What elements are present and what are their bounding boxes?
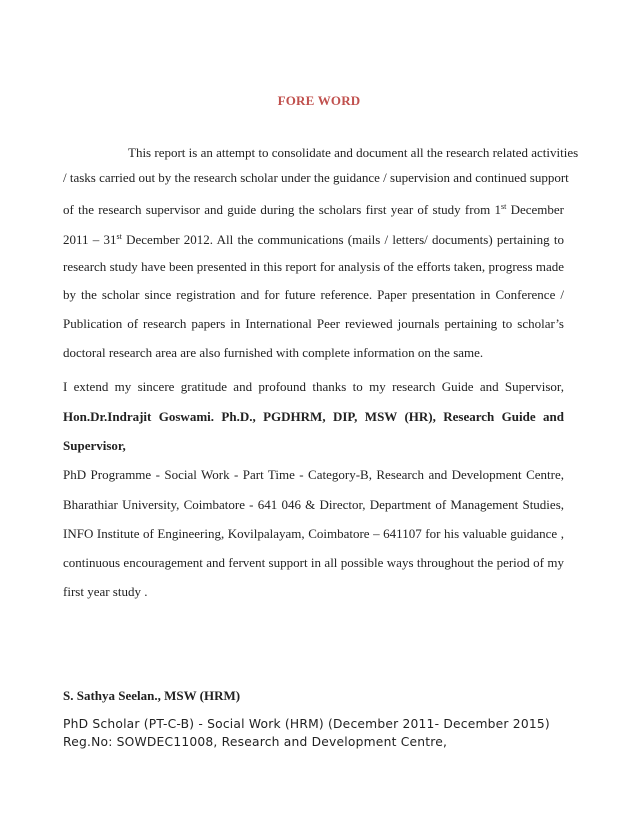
superscript: st <box>500 202 507 211</box>
paragraph-1-line-8: doctoral research area are also furnished with complete information on the same. <box>63 345 484 360</box>
signature-line-3: Reg.No: SOWDEC11008, Research and Development Centre, <box>63 735 448 749</box>
paragraph-1-line-7: Publication of research papers in International Peer reviewed journals pertaining to scholar’s <box>63 316 564 331</box>
guide-title-line: Supervisor, <box>63 438 126 453</box>
paragraph-2-line-4: PhD Programme - Social Work - Part Time - Category-B, Research and Development Centre, <box>63 467 564 482</box>
paragraph-2-line-1: I extend my sincere gratitude and profound thanks to my research Guide and Supervisor, <box>63 379 564 394</box>
paragraph-1-line-4: 2011 – 31st December 2012. All the communications (mails / letters/ documents) pertaining to <box>63 232 564 247</box>
paragraph-1-line-5: research study have been presented in this report for analysis of the efforts taken, progress made <box>63 259 564 274</box>
paragraph-2-line-8: first year study . <box>63 584 148 599</box>
guide-name-line: Hon.Dr.Indrajit Goswami. Ph.D., PGDHRM, DIP, MSW (HR), Research Guide and <box>63 409 564 424</box>
superscript: st <box>116 232 122 241</box>
paragraph-1-line-6: by the scholar since registration and for future reference. Paper presentation in Conference / <box>63 287 564 302</box>
paragraph-1-line-1: This report is an attempt to consolidate and document all the research related activities <box>128 145 579 160</box>
page-title: FORE WORD <box>277 93 361 108</box>
paragraph-2-line-6: INFO Institute of Engineering, Kovilpalayam, Coimbatore – 641107 for his valuable guidance , <box>63 526 564 541</box>
paragraph-1-line-3: of the research supervisor and guide during the scholars first year of study from 1st December <box>63 202 564 217</box>
signature-name: S. Sathya Seelan., MSW (HRM) <box>63 688 241 703</box>
signature-line-2: PhD Scholar (PT-C-B) - Social Work (HRM) (December 2011- December 2015) <box>63 717 550 731</box>
paragraph-1-line-2: / tasks carried out by the research scholar under the guidance / supervision and continued support <box>63 170 569 185</box>
paragraph-2-line-7: continuous encouragement and fervent support in all possible ways throughout the period of my <box>63 555 564 570</box>
paragraph-2-line-5: Bharathiar University, Coimbatore - 641 046 & Director, Department of Management Studies, <box>63 497 564 512</box>
